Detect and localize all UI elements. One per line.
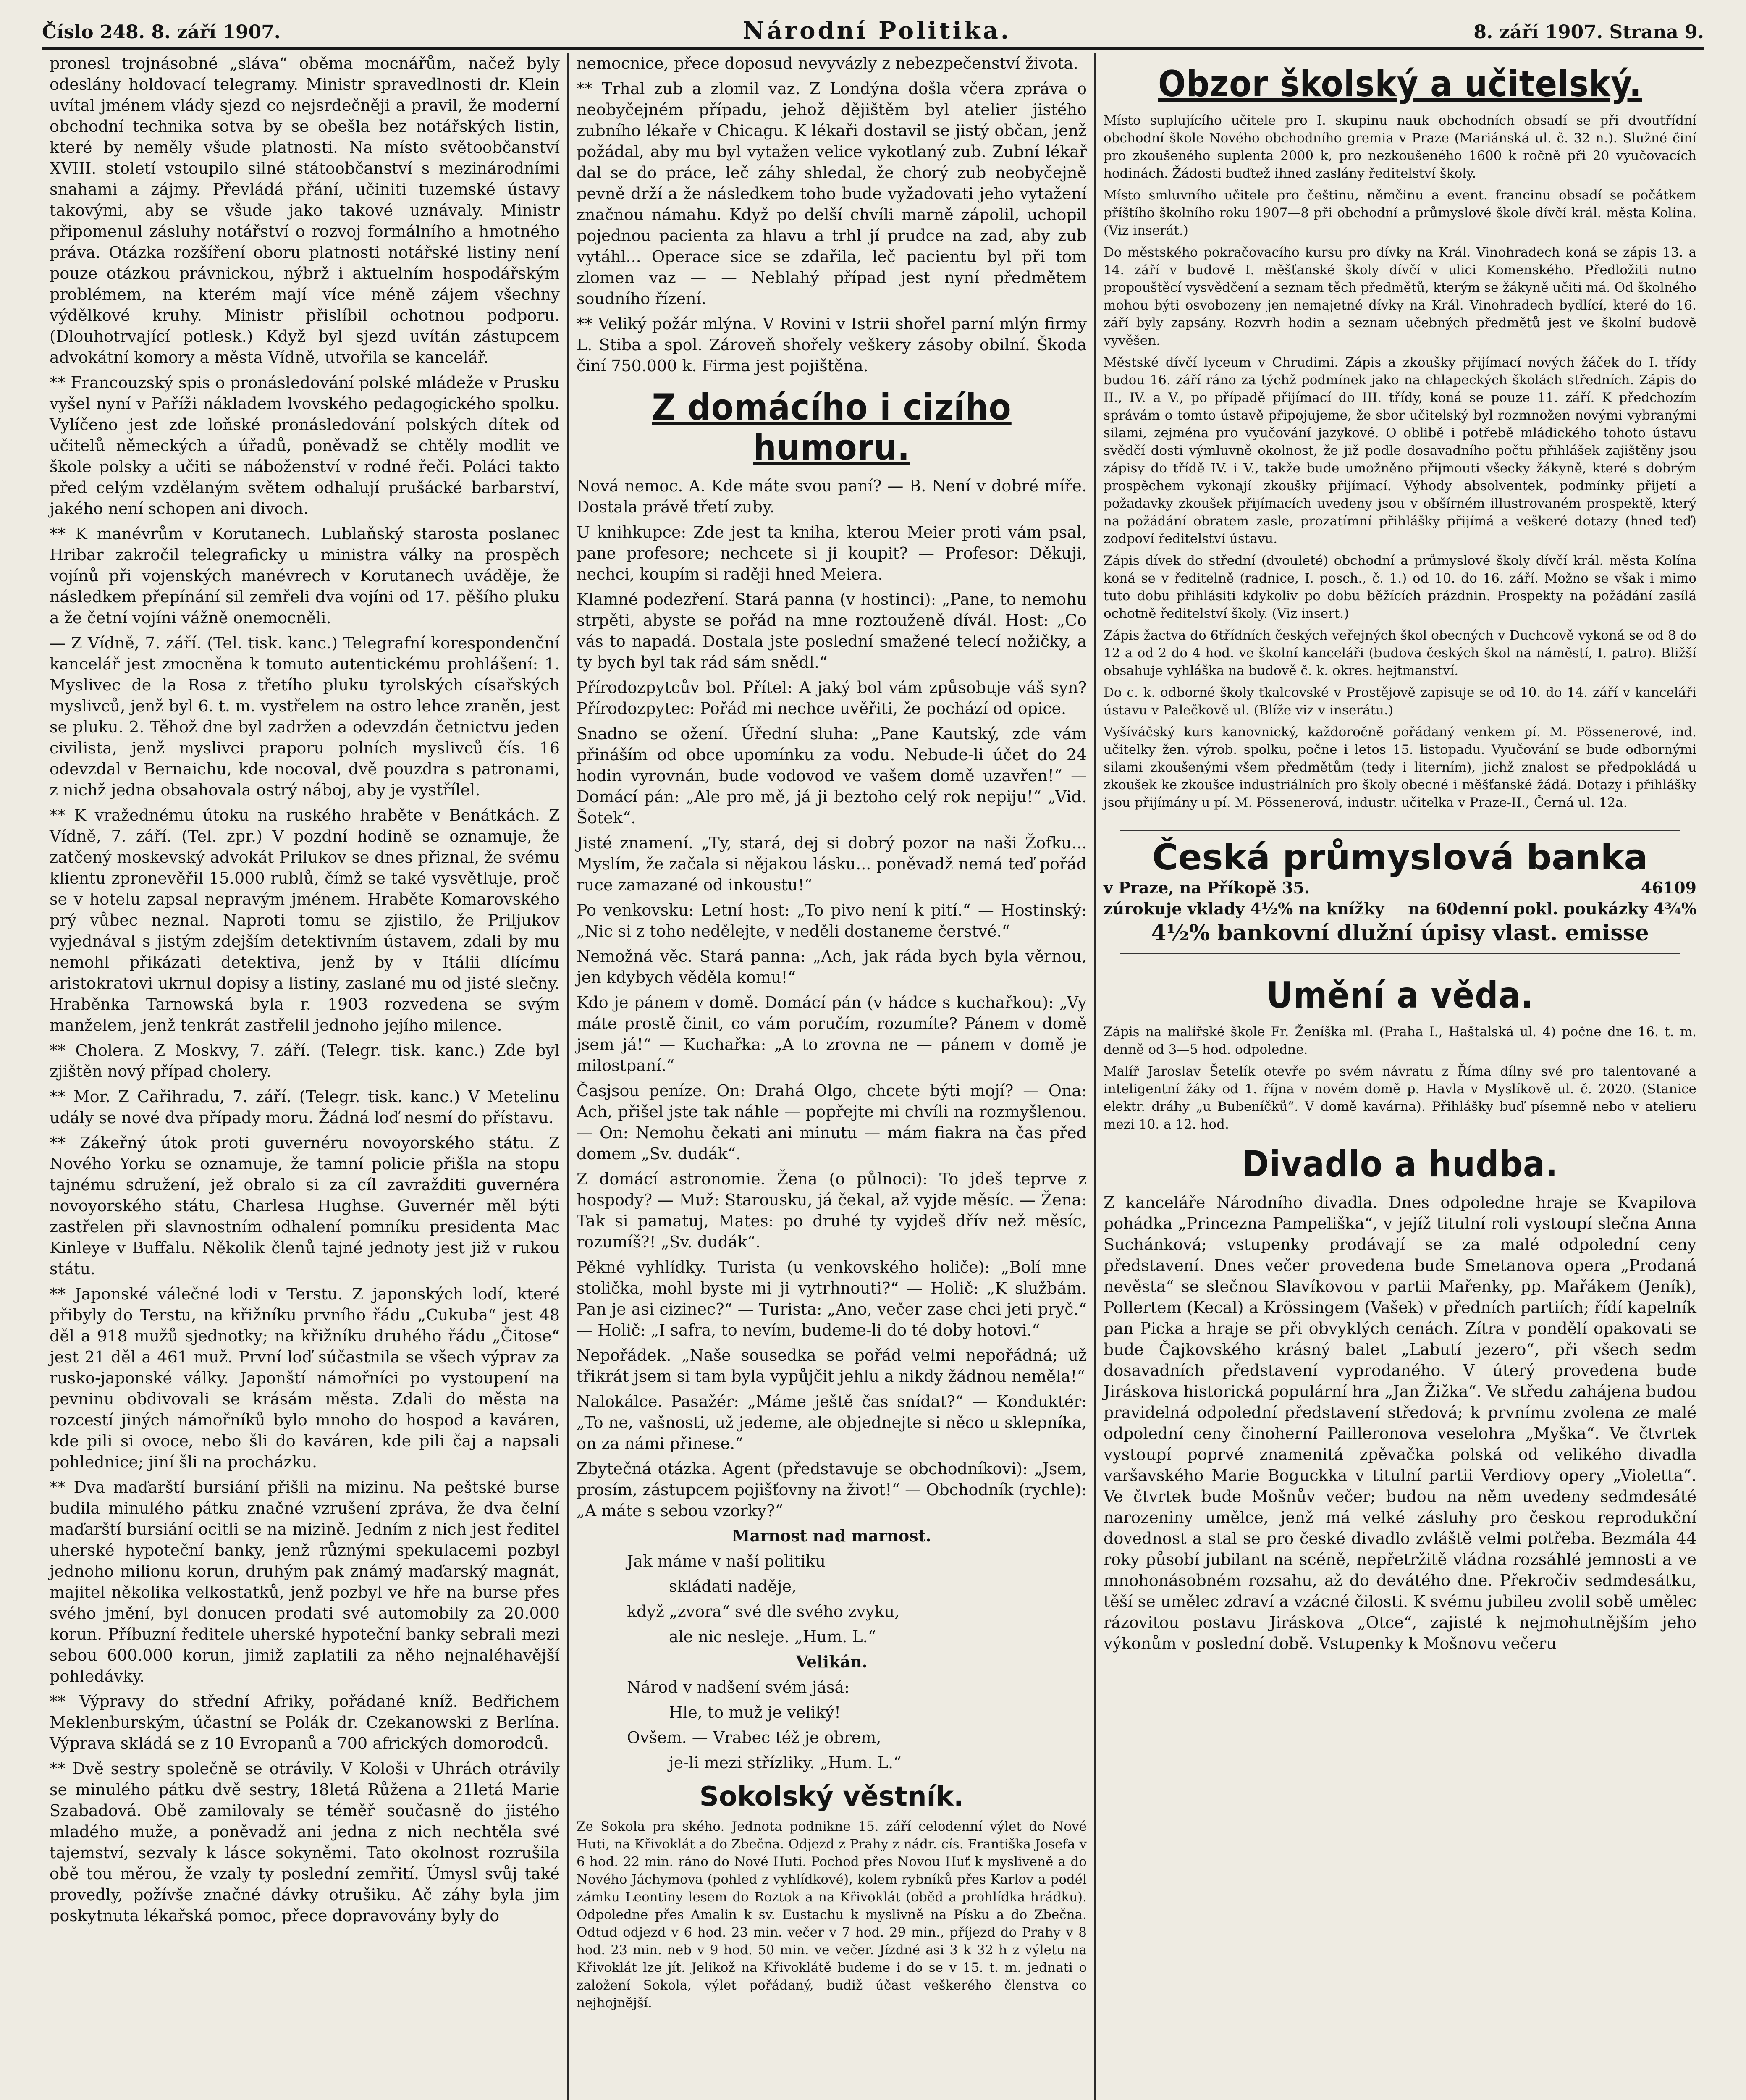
article-paragraph: ** Trhal zub a zlomil vaz. Z Londýna došla včera zpráva o neobyčejném případu, jehož dějištěm byl atelier jistého zubního lékaře v Chicagu. K lékaři dostavil se jistý občan, jenž požádal, aby mu byl vytažen velice vykotlaný zub. Zubní lékař dal se do práce, leč záhy shledal, že chorý zub neobyčejně pevně drží a že následkem toho bude vyžadovati jeho vytažení značnou námahu. Když po delší chvíli marně zápolil, uchopil pojednou pacienta za hlavu a trhl jí prudce na zad, aby zub vytáhl... Operace sice se zdařila, leč pacientu byl při tom zlomen vaz — — Neblahý případ jest nyní předmětem soudního řízení. [577, 79, 1087, 308]
joke: Nemožná věc. Stará panna: „Ach, jak ráda bych byla věrnou, jen kdybych věděla komu!“ [577, 947, 1087, 987]
masthead: Národní Politika. [743, 17, 1012, 45]
school-notice: Zápis žactva do 6třídních českých veřejných škol obecných v Duchcově vykoná se od 8 do 12 a od 2 do 4 hod. ve školní kanceláři (budova českých škol na náměstí, I. patro). Bližší obsahuje vyhláška na budově č. k. okres. hejtmanství. [1104, 628, 1696, 678]
poem-title: Velikán. [796, 1652, 868, 1671]
poem-line: je-li mezi střízliky. „Hum. L.“ [669, 1754, 902, 1772]
article-paragraph: ** K manévrům v Korutanech. Lublaňský starosta poslanec Hribar zakročil telegraficky u ministra války na prospěch vojínů při vojenských manévrech v Korutanech uváděje, že následkem přepínání sil zemřeli dva vojíni od 17. pěšího pluku a že četní vojíni vážně onemocněli. [50, 525, 560, 627]
poem-line: Hle, to muž je veliký! [669, 1703, 841, 1722]
article-paragraph: ** Výpravy do střední Afriky, pořádané kníž. Bedřichem Meklenburským, účastní se Polák dr. Czekanowski z Berlína. Výprava skládá se z 10 Evropanů a 700 afrických domorodců. [50, 1692, 560, 1753]
bank-rate-deposits: zúrokuje vklady 4½% na knížky [1104, 899, 1384, 918]
article-paragraph: ** Japonské válečné lodi v Terstu. Z japonských lodí, které přibyly do Terstu, na křižníku prvního řádu „Cukuba“ jest 48 děl a 918 mužů sjednotky; na křižníku druhého řádu „Čitose“ jest 21 děl a 461 muž. První loď súčastnila se všech výprav za rusko-japonské války. Japonští námořníci po vystoupení na pevninu obdivovali se krásám města. Zdali do města na rozcestí jiných námořníků bylo mnoho do hospod a kaváren, kde pili si ovoce, nebo šli do kaváren, kde pili čaj a napsali pohlednice; jiní šli na procházku. [50, 1285, 560, 1471]
joke: Přírodozpytcův bol. Přítel: A jaký bol vám způsobuje váš syn? Přírodozpytec: Pořád mi nechce uvěřiti, že pochází od opice. [577, 678, 1087, 718]
joke: Jisté znamení. „Ty, stará, dej si dobrý pozor na naši Žofku... Myslím, že začala si nějakou lásku... poněvadž nemá teď pořád ruce zamazané od inkoustu!“ [577, 834, 1087, 894]
school-notice: Do městského pokračovacího kursu pro dívky na Král. Vinohradech koná se zápis 13. a 14. září v budově I. měšťanské školy dívčí v ulici Komenského. Předložiti nutno propouštěcí vysvědčení a seznam těch předmětů, kterým se žákyně učiti má. Od školného mohou býti osvobozeny jen nemajetné dívky na Král. Vinohradech bydlící, které do 16. září byly zapsány. Rozvrh hodin a seznam učebných předmětů jest ve školní budově vyvěšen. [1104, 245, 1696, 348]
joke: Z domácí astronomie. Žena (o půlnoci): To jdeš teprve z hospody? — Muž: Starousku, já čekal, až vyjde měsíc. — Žena: Tak si pamatuj, Mates: po druhé ty vyjdeš dřív než měsíc, rozumíš?! „Sv. dudák“. [577, 1170, 1087, 1251]
article-paragraph: nemocnice, přece doposud nevyvázly z nebezpečenství života. [577, 54, 1079, 73]
joke: Časjsou peníze. On: Drahá Olgo, chcete býti mojí? — Ona: Ach, přišel jste tak náhle — popřejte mi chvíli na rozmyšlenou. — On: Nemohu čekati ani minutu — mám fiakra na čas před domem „Sv. dudák“. [577, 1082, 1087, 1163]
school-notice: Zápis dívek do střední (dvouleté) obchodní a průmyslové školy dívčí král. města Kolína koná se v ředitelně (radnice, I. posch., č. 1.) od 10. do 16. září. Možno se však i mimo tuto dobu přihlásiti kdykoliv po dobu běžících prázdnin. Prospekty na požádání zasílá ochotně ředitelství školy. (Viz insert.) [1104, 553, 1696, 621]
theatre-notice: Z kanceláře Národního divadla. Dnes odpoledne hraje se Kvapilova pohádka „Princezna Pampeliška“, v jejíž titulní roli vystoupí slečna Anna Suchánková; vstupenky prodávají se za malé odpolední ceny představení. Dnes večer provedena bude Smetanova opera „Prodaná nevěsta“ se slečnou Slavíkovou v partii Mařenky, pp. Mařákem (Jeník), Pollertem (Kecal) a Krössingem (Vašek) v předních partiích; řídí kapelník pan Picka a hraje se při obvyklých cenách. Zítra v pondělí opakovati se bude Čajkovského krásný balet „Labutí jezero“, při všech sedm dosavadních představení vyprodaného. V úterý provedena bude Jiráskova historická populární hra „Jan Žižka“. Ve středu zahájena budou pravidelná odpolední představení středová; k prvnímu zvolena ze malé odpolední ceny činoherní Pailleronova veselohra „Myška“. Ve čtvrtek vystoupí poprvé znamenitá zpěvačka polská od velikého divadla varšavského Marie Boguckka v titulní partii Verdiovy opery „Violetta“. Ve čtvrtek bude Mošnův večer; budou na něm uvedeny sedmdesáté narozeniny umělce, jenž má velké zásluhy pro českou reprodukční dovednost a stal se pro české divadlo zvláště velmi potřeba. Bezmála 44 roky působí jubilant na scéně, nepřetržitě vládna rozsáhlé jemnosti a ve mnohonásobném rozsahu, až do devátého dne. Překročiv sedmdesátku, těší se umělec zdraví a vzácné čilosti. K svému jubileu zvolil sobě umělec rázovitou postavu Jiráskova „Otce“, zajisté k nejmohutnějším jeho výkonům v poslední době. Vstupenky k Mošnovu večeru [1104, 1193, 1696, 1653]
page-number: 8. září 1907. Strana 9. [1473, 21, 1704, 43]
bank-rate-vouchers: na 60denní pokl. poukázky 4¾% [1408, 899, 1696, 918]
section-heading-art: Umění a věda. [1266, 974, 1534, 1016]
section-heading-theatre: Divadlo a hudba. [1242, 1143, 1558, 1185]
section-heading-humor: Z domácího i cizího humoru. [652, 386, 1012, 469]
joke: Zbytečná otázka. Agent (představuje se obchodníkovi): „Jsem, prosím, zástupcem pojišťovny na život!“ — Obchodník (rychle): „A máte s sebou vzorky?“ [577, 1460, 1087, 1520]
poem-title: Marnost nad marnost. [732, 1526, 931, 1545]
article-paragraph: ** Veliký požár mlýna. V Rovini v Istrii shořel parní mlýn firmy L. Stiba a spol. Zároveň shořely veškery zásoby obilní. Škoda činí 750.000 k. Firma jest pojištěna. [577, 315, 1087, 375]
bank-advertisement [1104, 820, 1696, 964]
bank-code: 46109 [1641, 878, 1696, 897]
column-2 [569, 53, 1096, 2100]
divider [1120, 953, 1680, 954]
article-paragraph: ** Cholera. Z Moskvy, 7. září. (Telegr. tisk. kanc.) Zde byl zjištěn nový případ cholery. [50, 1041, 560, 1081]
joke: Nepořádek. „Naše sousedka se pořád velmi nepořádná; už třikrát jsem si tam byla vypůjčit jehlu a nikdy žádnou neměla!“ [577, 1346, 1087, 1386]
divider [1120, 830, 1680, 831]
school-notice: Místo smluvního učitele pro češtinu, němčinu a event. francinu obsadí se počátkem příštího školního roku 1907—8 při obchodní a průmyslové škole dívčí král. města Kolína. (Viz inserát.) [1104, 188, 1696, 238]
art-notice: Zápis na malířské škole Fr. Ženíška ml. (Praha I., Haštalská ul. 4) počne dne 16. t. m. denně od 3—5 hod. odpoledne. [1104, 1024, 1696, 1057]
section-heading-school: Obzor školský a učitelský. [1158, 63, 1642, 105]
joke: Pěkné vyhlídky. Turista (u venkovského holiče): „Bolí mne stolička, mohl byste mi ji vytrhnouti?“ — Holič: „K službám. Pan je asi cizinec?“ — Turista: „Ano, večer zase chci jeti pryč.“ — Holič: „I safra, to nevím, budeme-li do té doby hotovi.“ [577, 1258, 1087, 1339]
sokol-notice: Ze Sokola pra ského. Jednota podnikne 15. září celodenní výlet do Nové Huti, na Křivoklát a do Zbečna. Odjezd z Prahy z nádr. cís. Františka Josefa v 6 hod. 22 min. ráno do Nové Huti. Pochod přes Novou Huť k mysliveně a do Nového Jáchymova (pohled z vyhlídkové), kolem rybníků přes Karlov a podél zámku Leontiny lesem do Roztok a na Křivoklát (oběd a prohlídka hrádku). Odpoledne přes Amalin k sv. Eustachu k myslivně na Písku a do Zbečna. Odtud odjezd v 6 hod. 23 min. večer v 7 hod. 29 min., příjezd do Prahy v 8 hod. 23 min. neb v 9 hod. 50 min. ve večer. Jízdné asi 3 k 32 h z výletu na Křivoklát lze jít. Jelikož na Křivoklátě budeme i do se v 15. t. m. jednati o založení Sokola, výlet pořádaný, budiž účast veškerého členstva co nejhojnější. [577, 1819, 1087, 2011]
joke: Kdo je pánem v domě. Domácí pán (v hádce s kuchařkou): „Vy máte prostě činit, co vám poručím, rozumíte? Pánem v domě jsem já!“ — Kuchařka: „A to zrovna ne — pánem v domě je milostpaní.“ [577, 993, 1087, 1075]
poem-line: Národ v nadšení svém jásá: [627, 1678, 850, 1696]
page-header [42, 17, 1704, 50]
issue-date: Číslo 248. 8. září 1907. [42, 21, 281, 43]
page-columns [42, 53, 1704, 2100]
joke: Nalokálce. Pasažér: „Máme ještě čas snídat?“ — Konduktér: „To ne, vašnosti, už jedeme, ale objednejte si něco u sklepníka, on za námi přinese.“ [577, 1392, 1087, 1453]
article-paragraph: ** Dva maďarští bursiání přišli na mizinu. Na peštské burse budila minulého pátku značné vzrušení zpráva, že dva čelní maďarští bursiání ocitli se na mizině. Jedním z nich jest ředitel uherské hypoteční banky, jenž různými spekulacemi pozbyl jednoho milionu korun, druhým pak známý maďarský magnát, majitel několika velkostatků, jenž pozbyl ve hře na burse přes svého jmění, byl donucen prodati své automobily za 20.000 korun. Příbuzní ředitele uherské hypoteční banky sebrali mezi sebou 600.000 korun, jimiž zaplatili za něho nejnaléhavější pohledávky. [50, 1478, 560, 1685]
school-notice: Městské dívčí lyceum v Chrudimi. Zápis a zkoušky přijímací nových žáček do I. třídy budou 16. září ráno za týchž podmínek jako na chlapeckých školách středních. Zápis do II., IV. a V., po případě přijímací do III. třídy, koná se pouze 11. září. K předchozím správám o tomto ústavě připojujeme, že sbor učitelský byl rozmnožen novými vybranými silami, zejména pro vyučování jazykové. O oblibě i potřebě mládického tohoto ústavu svědčí dosti výmluvně okolnost, že již podle dosavadního počtu přihlášek zajištěny jsou zápisy do třídě IV. i V., takže bude umožněno přijmouti všecky žákyně, které s dobrým prospěchem vykonají zkoušky přijímací. Výhody absolventek, podmínky přijetí a požadavky zkoušek přijímacích uvedeny jsou v obšírném illustrovaném prospektě, který na požádání obratem zasle, prozatímní přihlášky přijímá a veškeré dotazy (hned teď) zodpoví ředitelství ústavu. [1104, 355, 1696, 546]
joke: Po venkovsku: Letní host: „To pivo není k pití.“ — Hostinský: „Nic si z toho nedělejte, v neděli dostaneme čerstvé.“ [577, 901, 1087, 940]
bank-name: Česká průmyslová banka [1152, 837, 1648, 878]
bank-bonds: 4½% bankovní dlužní úpisy vlast. emisse [1151, 920, 1649, 946]
article-paragraph: pronesl trojnásobné „sláva“ oběma mocnářům, načež byly odeslány holdovací telegramy. Ministr spravedlnosti dr. Klein uvítal jménem vlády sjezd co nejsrdečněji a pravil, že moderní obchodní technika sotva by se obešla bez notářských listin, které by neměly všude platnosti. Na místo světoobčanství XVIII. století vstoupilo silné státoobčanství s mezinárodními snahami a zájmy. Převládá přání, učiniti tuzemské ústavy takovými, aby se všude jako takové uznávaly. Ministr připomenul zásluhy notářství o rozvoj formálního a hmotného práva. Otázka rozšíření oboru platnosti notářské listiny není pouze otázkou právnickou, nýbrž i aktuelním hospodářským problémem, na kterém mají více méně zájem všechny výdělkové kruhy. Ministr přislíbil ochotnou podporu. (Dlouhotrvající potlesk.) Když byl sjezd uvítán zástupcem advokátní komory a města Vídně, utvořila se kancelář. [50, 54, 560, 367]
article-paragraph: ** Dvě sestry společně se otrávily. V Kološi v Uhrách otrávily se minulého pátku dvě sestry, 18letá Růžena a 21letá Marie Szabadová. Obě zamilovaly se téměř současně do jistého mladého muže, a poněvadž ani jedna z nich nechtěla své tajemství, sezvaly k lásce sokyněmi. Tato okolnost rozrušila obě tou měrou, že vzaly ty poslední zemřití. Úmysl svůj také provedly, požívše značné dávky otrušiku. Ač záhy byla jim poskytnuta lékařská pomoc, přece dopravovány byly do [50, 1759, 560, 1925]
column-3 [1096, 53, 1704, 2100]
section-heading-sokol: Sokolský věstník. [699, 1781, 964, 1812]
bank-address-row [1104, 877, 1696, 898]
column-1 [42, 53, 569, 2100]
article-paragraph: — Z Vídně, 7. září. (Tel. tisk. kanc.) Telegrafní korespondenční kancelář jest zmocněna k tomuto autentickému prohlášení: 1. Myslivec de la Rosa z třetího pluku tyrolských císařských myslivců, jenž byl 6. t. m. vystřelem na ostro lehce zraněn, jest se pluku. 2. Těhož dne byl zadržen a odevzdán četnictvu jeden civilista, jenž myslivci praporu polních myslivců čís. 16 odevzdal v Bernaichu, kde nocoval, dvě pouzdra s patronami, z nichž jedna obsahovala ostrý náboj, aby je vystřílel. [50, 634, 560, 799]
school-notice: Vyšíváčský kurs kanovnický, každoročně pořádaný venkem pí. M. Pössenerové, ind. učitelky žen. výrob. spolku, počne i letos 15. listopadu. Vyučování se bude odbornými silami zkoušenými všem předmětům (tedy i literním), jichž znalost se předpokládá u zkoušek ke zkoušce industriálních pro školy obecné i měšťanské žádá. Dotazy i přihlášky jsou přijímány u pí. M. Pössenerová, industr. učitelka v Praze-II., Černá ul. 12a. [1104, 724, 1696, 810]
poem-line: Jak máme v naší politiku [627, 1552, 826, 1570]
bank-address: v Praze, na Příkopě 35. [1104, 878, 1310, 897]
joke: Snadno se ožení. Úřední sluha: „Pane Kautský, zde vám přináším od obce upomínku za vodu. Nebude-li účet do 24 hodin vyrovnán, bude vodovod ve vašem domě uzavřen!“ — Domácí pán: „Ale pro mě, já ji beztoho celý rok nepiju!“ „Vid. Šotek“. [577, 724, 1087, 827]
poem-line: skládati naděje, [669, 1577, 797, 1596]
school-notice: Do c. k. odborné školy tkalcovské v Prostějově zapisuje se od 10. do 14. září v kanceláři ústavu v Palečkově ul. (Blíže viz v inserátu.) [1104, 685, 1696, 718]
joke: Klamné podezření. Stará panna (v hostinci): „Pane, to nemohu strpěti, abyste se pořád na mne roztouženě dívál. Host: „Co vás to napadá. Dostala jste poslední smažené telecí nožičky, a ty bych byl tak rád sám snědl.“ [577, 590, 1087, 672]
art-notice: Malíř Jaroslav Šetelík otevře po svém návratu z Říma dílny své pro talentované a inteligentní žáky od 1. října v novém domě p. Havla v Myslíkově ul. č. 2020. (Stanice elektr. dráhy „u Bubeníčků“. V domě kavárna). Přihlášky buď písemně nebo v atelieru mezi 10. a 12. hod. [1104, 1064, 1696, 1132]
article-paragraph: ** Mor. Z Cařihradu, 7. září. (Telegr. tisk. kanc.) V Metelinu udály se nové dva případy moru. Žádná loď nesmí do přístavu. [50, 1087, 560, 1127]
joke: Nová nemoc. A. Kde máte svou paní? — B. Není v dobré míře. Dostala právě třetí zuby. [577, 477, 1087, 516]
poem-line: ale nic nesleje. „Hum. L.“ [669, 1628, 876, 1646]
poem-line: Ovšem. — Vrabec též je obrem, [627, 1728, 881, 1747]
article-paragraph: ** Zákeřný útok proti guvernéru novoyorského státu. Z Nového Yorku se oznamuje, že tamní policie přišla na stopu tajnému sdružení, jež obralo si za cíl zavražditi guvernéra novoyorského státu, Charlesa Hughse. Guvernér měl býti zastřelen při slavnostním odhalení pomníku presidenta Mac Kinleye v Buffalu. Několik členů tajné jednoty jest již v rukou státu. [50, 1134, 560, 1278]
bank-rates-row [1104, 898, 1696, 919]
joke: U knihkupce: Zde jest ta kniha, kterou Meier proti vám psal, pane profesore; nechcete si ji koupit? — Profesor: Děkuji, nechci, koupím si raději hned Meiera. [577, 523, 1087, 583]
poem-line: když „zvora“ své dle svého zvyku, [627, 1602, 900, 1621]
article-paragraph: ** Francouzský spis o pronásledování polské mládeže v Prusku vyšel nyní v Paříži nákladem lvovského pedagogického spolku. Vylíčeno jest zde loňské pronásledování polských dítek od učitelů německých a úřadů, poněvadž se chtěly modlit ve škole polsky a učiti se náboženství v rodné řeči. Poláci takto před celým vzdělaným světem odhalují prušácké barbarství, jakého není schopen ani divoch. [50, 373, 560, 518]
article-paragraph: ** K vražednému útoku na ruského hraběte v Benátkách. Z Vídně, 7. září. (Tel. zpr.) V pozdní hodině se oznamuje, že zatčený moskevský advokát Prilukov se dnes přiznal, že svému klientu zpronevěřil 15.000 rublů, čímž se také vysvětluje, proč se v hotelu zapsal nepravým jménem. Hraběte Komarovského prý vůbec neznal. Naproti tomu se zjistilo, že Priljukov vyjednával s jistým zdejším detektivním ústavem, zdali by mu nemohl přikázati detektiva, jenž by v Itálii dlícímu aristokratovi ukrnul dopisy a listiny, zaslané mu od jisté slečny. Hraběnka Tarnowská byla r. 1903 rozvedena se svým manželem, jenž tenkrát zastřelil jednoho jejího milence. [50, 806, 560, 1034]
school-notice: Místo suplujícího učitele pro I. skupinu nauk obchodních obsadí se při dvoutřídní obchodní škole Nového obchodního gremia v Praze (Mariánská ul. č. 32 n.). Služné činí pro zkoušeného suplenta 2000 k, pro nezkoušeného 1600 k ročně při 20 vyučovacích hodinách. Žádosti buďtež ihned zaslány ředitelství školy. [1104, 113, 1696, 181]
